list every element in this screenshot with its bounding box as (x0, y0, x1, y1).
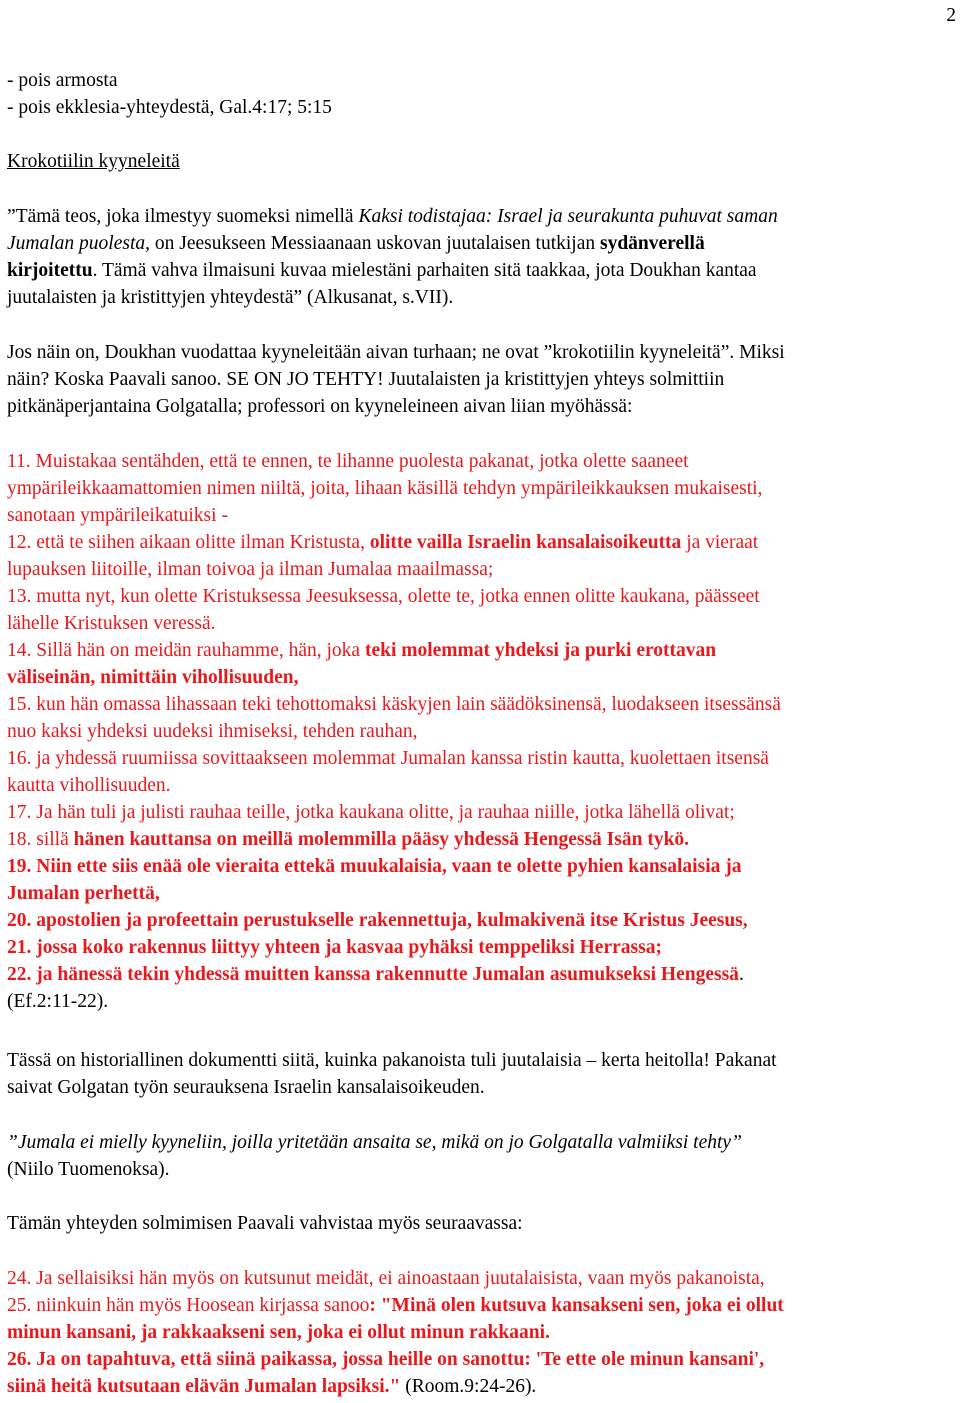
text-line (7, 556, 781, 583)
text-line (7, 1346, 784, 1373)
text-run: 13. mutta nyt, kun olette Kristuksessa Jeesuksessa, olette te, jotka ennen olitte kaukana, päässeet (7, 586, 760, 607)
paragraph (7, 67, 332, 121)
page-number: 2 (946, 5, 956, 26)
text-run: 12. että te siihen aikaan olitte ilman Kristusta, (7, 532, 370, 553)
text-line (7, 772, 781, 799)
text-run: pitkänäperjantaina Golgatalla; professori on kyyneleineen aivan liian myöhässä: (7, 396, 633, 417)
text-line (7, 148, 180, 175)
text-line (7, 637, 781, 664)
text-run: minun kansani, ja rakkaakseni sen, joka ei ollut minun rakkaani. (7, 1322, 550, 1343)
text-line (7, 1156, 742, 1183)
text-run: 22. ja hänessä tekin yhdessä muitten kanssa rakennutte Jumalan asumukseksi Hengessä (7, 964, 739, 985)
text-line (7, 745, 781, 772)
text-line (7, 393, 785, 420)
text-run: väliseinän, nimittäin vihollisuuden, (7, 667, 299, 688)
text-line (7, 1319, 784, 1346)
text-run: on Jeesukseen Messiaanaan uskovan juutalaisen tutkijan (149, 233, 600, 254)
text-run: : "Minä olen kutsuva kansakseni sen, joka ei ollut (369, 1295, 784, 1316)
text-run: . (738, 964, 744, 985)
text-line (7, 257, 778, 284)
text-run: Tämän yhteyden solmimisen Paavali vahvistaa myös seuraavassa: (7, 1213, 523, 1234)
text-run: 24. Ja sellaisiksi hän myös on kutsunut meidät, ei ainoastaan juutalaisista, vaan myös pakanoista, (7, 1268, 765, 1289)
text-run: nuo kaksi yhdeksi uudeksi ihmiseksi, tehden rauhan, (7, 721, 418, 742)
paragraph (7, 1129, 742, 1183)
text-run: . Tämä vahva ilmaisuni kuvaa mielestäni parhaiten sitä taakkaa, jota Doukhan kantaa (92, 260, 757, 281)
text-line (7, 1265, 784, 1292)
text-run: ja vieraat (681, 532, 759, 553)
text-line (7, 1047, 777, 1074)
text-run: teki molemmat yhdeksi ja purki erottavan (364, 640, 717, 661)
text-run: lupauksen liitoille, ilman toivoa ja ilman Jumalaa maailmassa; (7, 559, 494, 580)
text-run: 15. kun hän omassa lihassaan teki tehottomaksi käskyjen lain säädöksinensä, luodakseen itsessänsä (7, 694, 781, 715)
paragraph (7, 1210, 523, 1237)
text-line (7, 339, 785, 366)
text-run: ”Tämä teos, joka ilmestyy suomeksi nimellä (7, 206, 359, 227)
text-line (7, 1074, 777, 1101)
text-line (7, 94, 332, 121)
text-run: - pois armosta (7, 70, 118, 91)
text-run: sydänverellä (600, 233, 705, 254)
text-line (7, 718, 781, 745)
text-line (7, 366, 785, 393)
text-run: 21. jossa koko rakennus liittyy yhteen ja kasvaa pyhäksi temppeliksi Herrassa; (7, 937, 662, 958)
text-line (7, 502, 781, 529)
text-run: 14. Sillä hän on meidän rauhamme, hän, joka (7, 640, 365, 661)
text-run: Kaksi todistajaa: Israel ja seurakunta puhuvat saman (358, 206, 778, 227)
text-run: kirjoitettu (7, 260, 93, 281)
text-line (7, 583, 781, 610)
text-run: ”Jumala ei mielly kyyneliin, joilla yritetään ansaita se, mikä on jo Golgatalla valmiiksi tehty” (7, 1132, 742, 1153)
text-line (7, 961, 781, 988)
paragraph (7, 1047, 777, 1101)
text-run: Jumalan puolesta, (7, 233, 150, 254)
paragraph (7, 203, 778, 311)
paragraph (7, 448, 781, 1015)
text-run: ympärileikkaamattomien nimen niiltä, joita, lihaan käsillä tehdyn ympärileikkauksen mukaisesti, (7, 478, 763, 499)
text-line (7, 1373, 784, 1400)
text-line (7, 691, 781, 718)
text-line (7, 475, 781, 502)
text-run: 19. Niin ette siis enää ole vieraita ettekä muukalaisia, vaan te olette pyhien kansalaisia ja (7, 856, 742, 877)
text-line (7, 230, 778, 257)
text-run: (Niilo Tuomenoksa). (7, 1159, 170, 1180)
text-run: saivat Golgatan työn seurauksena Israelin kansalaisoikeuden. (7, 1077, 485, 1098)
paragraph (7, 1265, 784, 1400)
text-run: sanotaan ympärileikatuiksi - (7, 505, 228, 526)
text-run: 25. niinkuin hän myös Hoosean kirjassa sanoo (7, 1295, 370, 1316)
text-line (7, 610, 781, 637)
text-run: olitte vailla Israelin kansalaisoikeutta (369, 532, 682, 553)
text-run: - pois ekklesia-yhteydestä, Gal.4:17; 5:15 (7, 97, 332, 118)
text-run: Jos näin on, Doukhan vuodattaa kyyneleitään aivan turhaan; ne ovat ”krokotiilin kyyneleitä”. Miksi (7, 342, 785, 363)
text-run: Krokotiilin kyyneleitä (7, 151, 180, 172)
text-line (7, 448, 781, 475)
text-run: 17. Ja hän tuli ja julisti rauhaa teille, jotka kaukana olitte, ja rauhaa niille, jotka lähellä olivat; (7, 802, 735, 823)
text-run: (Ef.2:11-22). (7, 991, 109, 1012)
text-line (7, 826, 781, 853)
paragraph (7, 148, 180, 175)
text-run: 20. apostolien ja profeettain perustukselle rakennettuja, kulmakivenä itse Kristus Jeesus, (7, 910, 748, 931)
text-run: Jumalan perhettä, (7, 883, 160, 904)
text-line (7, 880, 781, 907)
text-run: hänen kauttansa on meillä molemmilla pääsy yhdessä Hengessä Isän tykö. (73, 829, 690, 850)
text-run: 26. Ja on tapahtuva, että siinä paikassa, jossa heille on sanottu: 'Te ette ole minun kansani', (7, 1349, 765, 1370)
text-run: siinä heitä kutsutaan elävän Jumalan lapsiksi." (7, 1376, 401, 1397)
text-line (7, 988, 781, 1015)
text-line (7, 203, 778, 230)
text-run: 11. Muistakaa sentähden, että te ennen, te lihanne puolesta pakanat, jotka olette saaneet (7, 451, 689, 472)
text-line (7, 1210, 523, 1237)
text-run: 16. ja yhdessä ruumiissa sovittaakseen molemmat Jumalan kanssa ristin kautta, kuolettaen itsensä (7, 748, 769, 769)
text-run: (Room.9:24-26). (400, 1376, 537, 1397)
text-run: kautta vihollisuuden. (7, 775, 171, 796)
text-run: juutalaisten ja kristittyjen yhteydestä” (Alkusanat, s.VII). (7, 287, 454, 308)
text-line (7, 529, 781, 556)
text-line (7, 799, 781, 826)
text-line (7, 67, 332, 94)
text-line (7, 1129, 742, 1156)
text-line (7, 664, 781, 691)
text-line (7, 907, 781, 934)
text-line (7, 853, 781, 880)
paragraph (7, 339, 785, 420)
text-line (7, 934, 781, 961)
text-run: Tässä on historiallinen dokumentti siitä, kuinka pakanoista tuli juutalaisia – kerta heitolla! Pakanat (7, 1050, 777, 1071)
text-run: näin? Koska Paavali sanoo. SE ON JO TEHTY! Juutalaisten ja kristittyjen yhteys solmittiin (7, 369, 725, 390)
text-run: lähelle Kristuksen veressä. (7, 613, 216, 634)
text-run: 18. sillä (7, 829, 74, 850)
text-line (7, 1292, 784, 1319)
text-line (7, 284, 778, 311)
